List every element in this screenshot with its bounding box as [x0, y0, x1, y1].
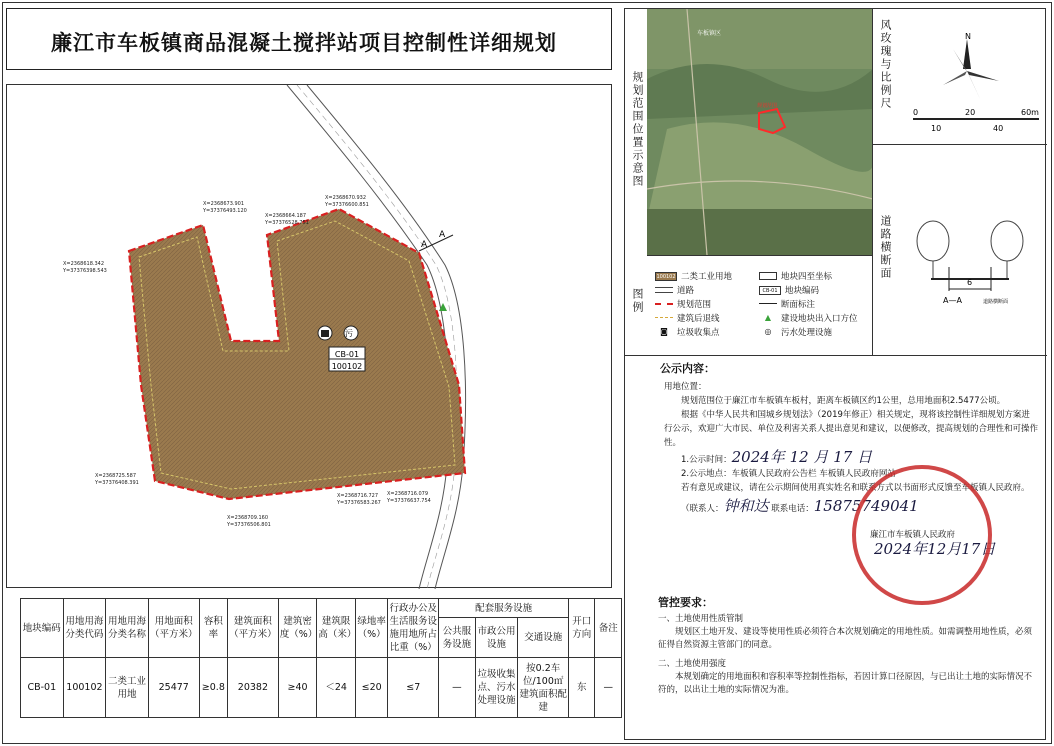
td-sea-name: 二类工业用地	[106, 658, 149, 718]
th-admin: 行政办公及生活服务设施用地所占比重（%）	[388, 599, 439, 658]
td-note: —	[595, 658, 622, 718]
legend-label: 图例	[631, 288, 644, 314]
north-arrow-icon	[963, 39, 971, 69]
scale-0: 0	[913, 108, 919, 117]
scale-20: 20	[965, 108, 976, 117]
coord-y1: Y=37376493.120	[203, 208, 247, 214]
sewage-icon: ◎	[764, 327, 772, 336]
td-open: 东	[569, 658, 595, 718]
th-open: 开口方向	[569, 599, 595, 658]
th-density: 建筑密度（%）	[278, 599, 317, 658]
management-section	[634, 596, 1038, 697]
legend-section: 断面标注	[759, 298, 815, 310]
notice-place: 2.公示地点：车板镇人民政府公告栏 车板镇人民政府网站	[681, 469, 896, 479]
land-code: 100102	[331, 362, 363, 371]
rose-label: 风玫瑰与比例尺	[879, 19, 892, 110]
notice-feedback: 若有意见或建议，请在公示期间使用真实姓名和联系方式以书面形式反馈至车板镇人民政府。	[681, 483, 1030, 493]
mgmt-s1-text: 规划区土地开发、建设等使用性质必须符合本次规划确定的用地性质。如需调整用地性质，必须征得自然资源主管部门的同意。	[658, 627, 1033, 650]
td-sea-code: 100102	[63, 658, 106, 718]
coord-y8: Y=37376637.754	[387, 498, 431, 504]
location-satellite-map	[647, 9, 873, 255]
th-municipal: 市政公用设施	[475, 618, 518, 658]
entrance-icon: ▲	[764, 313, 772, 322]
td-area: 25477	[148, 658, 199, 718]
contact-signature: 钟和达	[723, 497, 769, 515]
plot-cb01[interactable]	[129, 209, 465, 499]
td-code: CB-01	[21, 658, 64, 718]
road-section-svg	[873, 145, 1047, 345]
sewage-glyph: 污	[345, 329, 353, 338]
coord-y3: Y=37376600.851	[325, 202, 369, 208]
satellite-svg	[647, 9, 873, 255]
section-mark-a-left: A	[421, 240, 428, 250]
wind-rose-box	[873, 9, 1047, 145]
notice-location: 用地位置：	[664, 382, 707, 392]
legend-road: 道路	[655, 284, 694, 296]
td-build-area: 20382	[228, 658, 279, 718]
th-sea-code: 用地用海分类代码	[63, 599, 106, 658]
coord-x2: X=2368664.187	[265, 213, 307, 219]
th-area: 用地面积（平方米）	[148, 599, 199, 658]
legend-sewage: ◎ 污水处理设施	[759, 326, 832, 338]
notice-basis: 根据《中华人民共和国城乡规划法》（2019年修正）相关规定，现将该控制性详细规划方案进行公示，欢迎广大市民、单位及利害关系人提出意见和建议，以便修改，提高规划的合理性和可操作性。	[664, 410, 1039, 448]
coord-x3: X=2368670.932	[325, 195, 367, 201]
legend-industrial: 100102 二类工业用地	[656, 272, 733, 282]
coord-x4: X=2368618.342	[63, 261, 105, 267]
td-far: ≥0.8	[199, 658, 227, 718]
td-height: ＜24	[317, 658, 356, 718]
right-divider	[625, 355, 1047, 356]
legend-scope: 规划范围	[655, 298, 711, 310]
sat-label-town: 车板镇区	[697, 30, 722, 37]
th-height: 建筑限高（米）	[317, 599, 356, 658]
td-public: —	[439, 658, 476, 718]
plan-map	[6, 84, 612, 588]
legend-plot-code: CB-01 地块编码	[759, 284, 819, 296]
official-seal	[852, 465, 992, 605]
garbage-bin-icon	[321, 330, 329, 337]
th-public: 公共服务设施	[439, 618, 476, 658]
title-box	[6, 8, 612, 70]
section-note: 道路横断面	[983, 299, 1009, 305]
coord-x6: X=2368709.160	[227, 515, 269, 521]
scale-10: 10	[931, 124, 942, 133]
mgmt-title: 管控要求：	[658, 596, 713, 609]
legend-industrial-code: 100102	[656, 273, 676, 280]
td-traffic: 按0.2车位/100㎡建筑面积配建	[518, 658, 569, 718]
sat-label-scope: 规划范围	[757, 103, 778, 109]
th-build-area: 建筑面积（平方米）	[228, 599, 279, 658]
legend-garbage: ◙ 垃圾收集点	[655, 326, 720, 338]
notice-contact: （联系人：钟和达 联系电话：15875749041	[681, 497, 919, 515]
scale-60: 60m	[1021, 108, 1039, 117]
page-title: 廉江市车板镇商品混凝土搅拌站项目控制性详细规划	[51, 31, 557, 55]
notice-date: 2024年12月17日	[874, 540, 996, 558]
td-green: ≤20	[355, 658, 387, 718]
th-code: 地块编码	[21, 599, 64, 658]
section-mark-a-right: A	[439, 230, 446, 240]
section-name: A—A	[943, 296, 962, 305]
mgmt-s2: 二、土地使用强度	[658, 659, 727, 669]
th-sea-name: 用地用海分类名称	[106, 599, 149, 658]
control-index-table	[20, 598, 622, 718]
notice-title: 公示内容：	[660, 362, 715, 375]
location-label: 规划范围位置示意图	[631, 71, 644, 188]
legend	[631, 255, 873, 355]
road-label: 道路横断面	[879, 215, 892, 280]
coord-x1: X=2368673.901	[203, 201, 245, 207]
scale-40: 40	[993, 124, 1004, 133]
th-far: 容积率	[199, 599, 227, 658]
north-label: N	[965, 32, 971, 41]
coord-y7: Y=37376583.267	[337, 500, 381, 506]
td-admin: ≤7	[388, 658, 439, 718]
notice-org: 廉江市车板镇人民政府	[870, 530, 956, 540]
wind-rose-svg	[873, 9, 1047, 145]
mgmt-s1: 一、土地使用性质管制	[658, 614, 744, 624]
legend-entrance: ▲ 建设地块出入口方位	[759, 312, 858, 324]
contact-phone: 15875749041	[813, 497, 919, 515]
legend-setback: 建筑后退线	[655, 312, 720, 324]
plan-map-svg	[7, 85, 613, 589]
td-municipal: 垃圾收集点、污水处理设施	[475, 658, 518, 718]
th-green: 绿地率（%）	[355, 599, 387, 658]
coord-y5: Y=37376408.391	[95, 480, 139, 486]
td-density: ≥40	[278, 658, 317, 718]
road-width: 6	[967, 278, 973, 287]
coord-x7: X=2368716.727	[337, 493, 379, 499]
th-note: 备注	[595, 599, 622, 658]
th-traffic: 交通设施	[518, 618, 569, 658]
th-facilities: 配套服务设施	[439, 599, 569, 618]
legend-coords: 地块四至坐标	[759, 270, 832, 282]
notice-time: 1.公示时间：2024年 12 月 17 日	[681, 448, 873, 466]
coord-y6: Y=37376506.801	[227, 522, 271, 528]
coord-y2: Y=37376528.751	[265, 220, 309, 226]
garbage-icon: ◙	[660, 327, 668, 336]
mgmt-s2-text: 本规划确定的用地面积和容积率等控制性指标，若因计算口径原因，与已出让土地的实际情况不符的，以出让土地的实际情况为准。	[658, 672, 1033, 695]
coord-x5: X=2368725.587	[95, 473, 137, 479]
notice-scope: 规划范围位于廉江市车板镇车板村，距离车板镇区约1公里，总用地面积2.5477公顷。	[681, 396, 1006, 406]
road-section-box	[873, 145, 1047, 355]
plot-code: CB-01	[334, 350, 360, 359]
coord-y4: Y=37376398.543	[63, 268, 107, 274]
coord-x8: X=2368716.079	[387, 491, 429, 497]
